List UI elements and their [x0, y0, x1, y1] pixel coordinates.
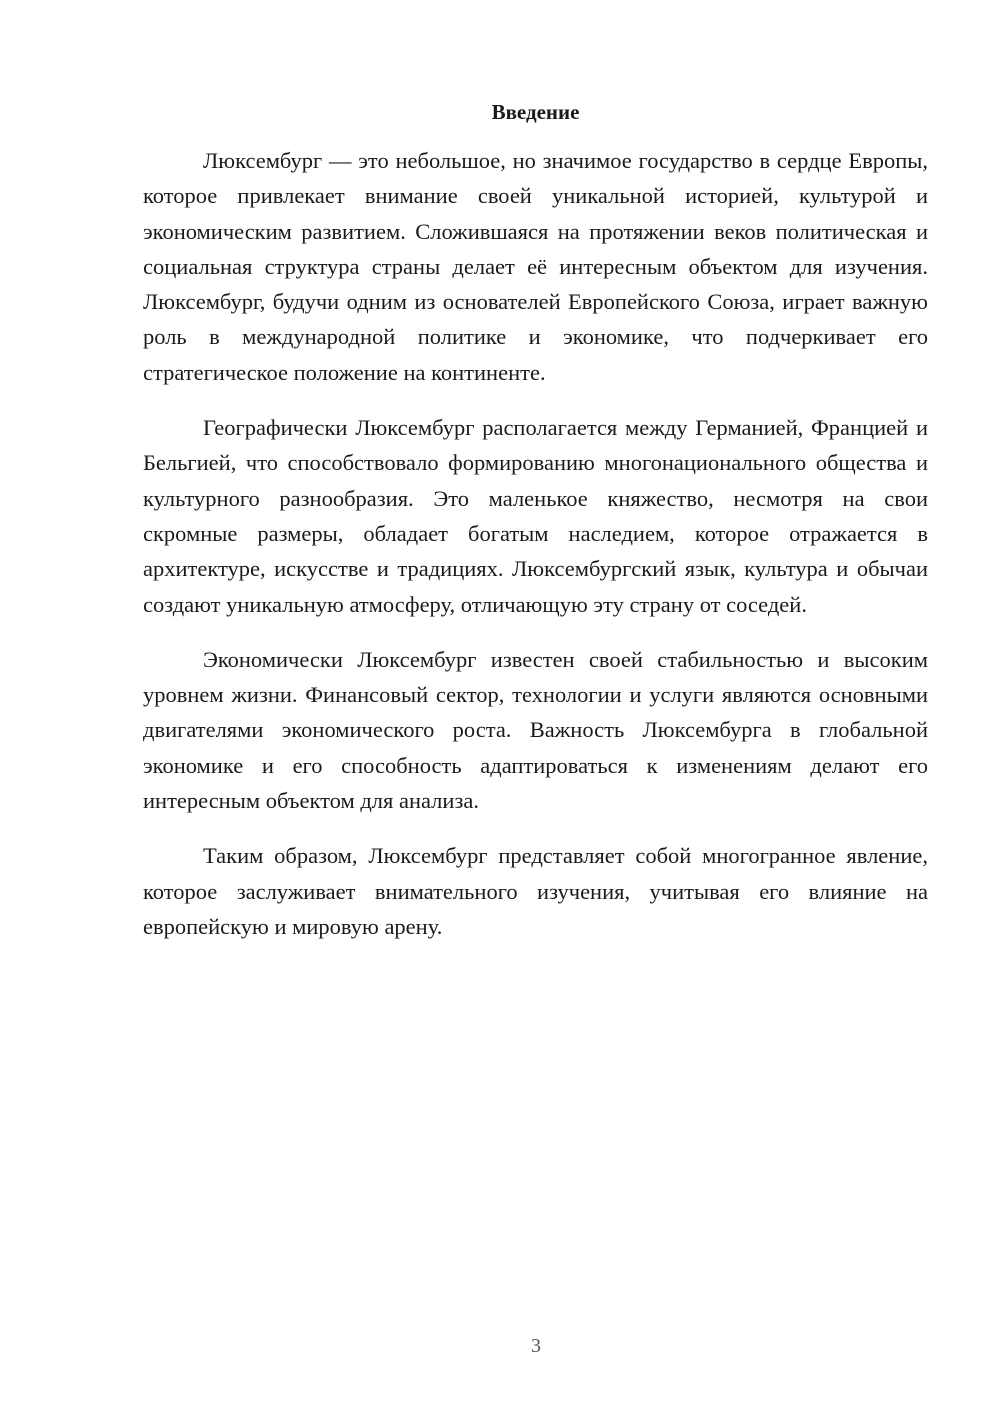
paragraph-1: Люксембург — это небольшое, но значимое государство в сердце Европы, которое привлекает внимание своей уникальной историей, культурой и экономическим развитием. Сложившаяся на протяжении веков политическая и социальная структура страны делает её интересным объектом для изучения. Люксембург, будучи одним из основателей Европейского Союза, играет важную роль в международной политике и экономике, что подчеркивает его стратегическое положение на континенте.: [143, 148, 928, 385]
section-title: Введение: [491, 100, 580, 124]
paragraph-4: Таким образом, Люксембург представляет собой многогранное явление, которое заслуживает внимательного изучения, учитывая его влияние на европейскую и мировую арену.: [143, 843, 928, 939]
page-number: 3: [531, 1335, 541, 1357]
document-body: [143, 143, 928, 964]
paragraph-2: Географически Люксембург располагается между Германией, Францией и Бельгией, что способствовало формированию многонационального общества и культурного разнообразия. Это маленькое княжество, несмотря на свои скромные размеры, обладает богатым наследием, которое отражается в архитектуре, искусстве и традициях. Люксембургский язык, культура и обычаи создают уникальную атмосферу, отличающую эту страну от соседей.: [143, 415, 928, 617]
paragraph-3: Экономически Люксембург известен своей стабильностью и высоким уровнем жизни. Финансовый сектор, технологии и услуги являются основными двигателями экономического роста. Важность Люксембурга в глобальной экономике и его способность адаптироваться к изменениям делают его интересным объектом для анализа.: [143, 646, 928, 814]
